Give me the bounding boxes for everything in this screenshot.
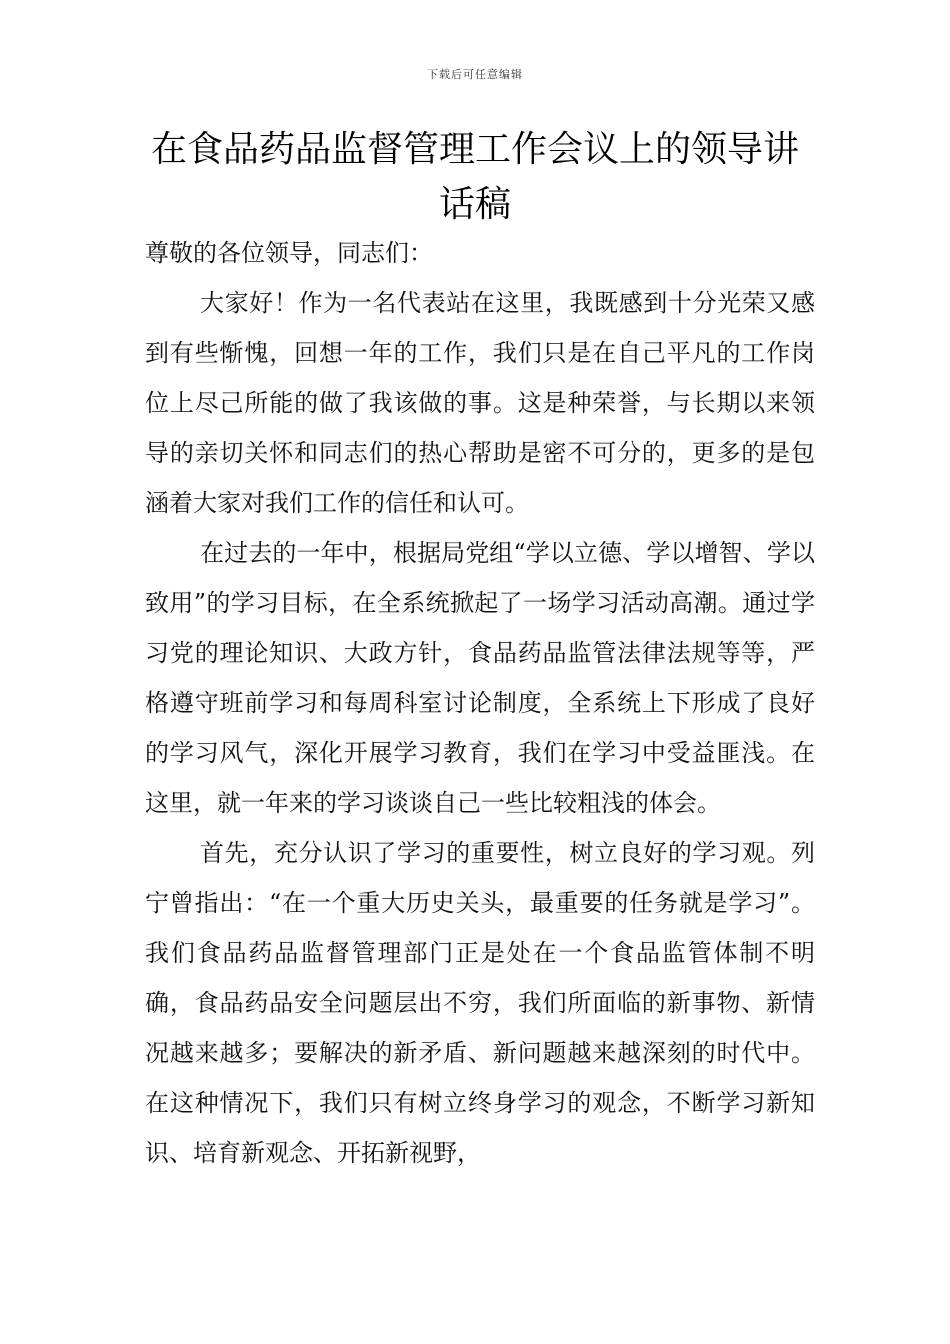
paragraph-study-activities: 在过去的一年中，根据局党组“学以立德、学以增智、学以致用”的学习目标，在全系统掀起了一场学习活动高潮。通过学习党的理论知识、大政方针，食品药品监管法律法规等等，严格遵守班前学习和每周科室讨论制度，全系统上下形成了良好的学习风气，深化开展学习教育，我们在学习中受益匪浅。在这里，就一年来的学习谈谈自己一些比较粗浅的体会。 (145, 539, 815, 817)
paragraph-importance-of-study: 首先，充分认识了学习的重要性，树立良好的学习观。列宁曾指出：“在一个重大历史关头，最重要的任务就是学习”。我们食品药品监督管理部门正是处在一个食品监管体制不明确，食品药品安全问题层出不穷，我们所面临的新事物、新情况越来越多；要解决的新矛盾、新问题越来越深刻的时代中。在这种情况下，我们只有树立终身学习的观念，不断学习新知识、培育新观念、开拓新视野， (145, 839, 815, 1167)
document-title-line-2: 话稿 (438, 184, 511, 225)
salutation: 尊敬的各位领导，同志们： (145, 239, 433, 267)
paragraph-opening: 大家好！作为一名代表站在这里，我既感到十分光荣又感到有些惭愧，回想一年的工作，我们只是在自己平凡的工作岗位上尽己所能的做了我该做的事。这是种荣誉，与长期以来领导的亲切关怀和同志们的热心帮助是密不可分的，更多的是包涵着大家对我们工作的信任和认可。 (145, 289, 815, 517)
page-header-note: 下载后可任意编辑 (427, 68, 523, 81)
document-title (120, 122, 830, 232)
document-body (145, 228, 815, 1178)
document-title-line-1: 在食品药品监督管理工作会议上的领导讲 (150, 129, 799, 170)
